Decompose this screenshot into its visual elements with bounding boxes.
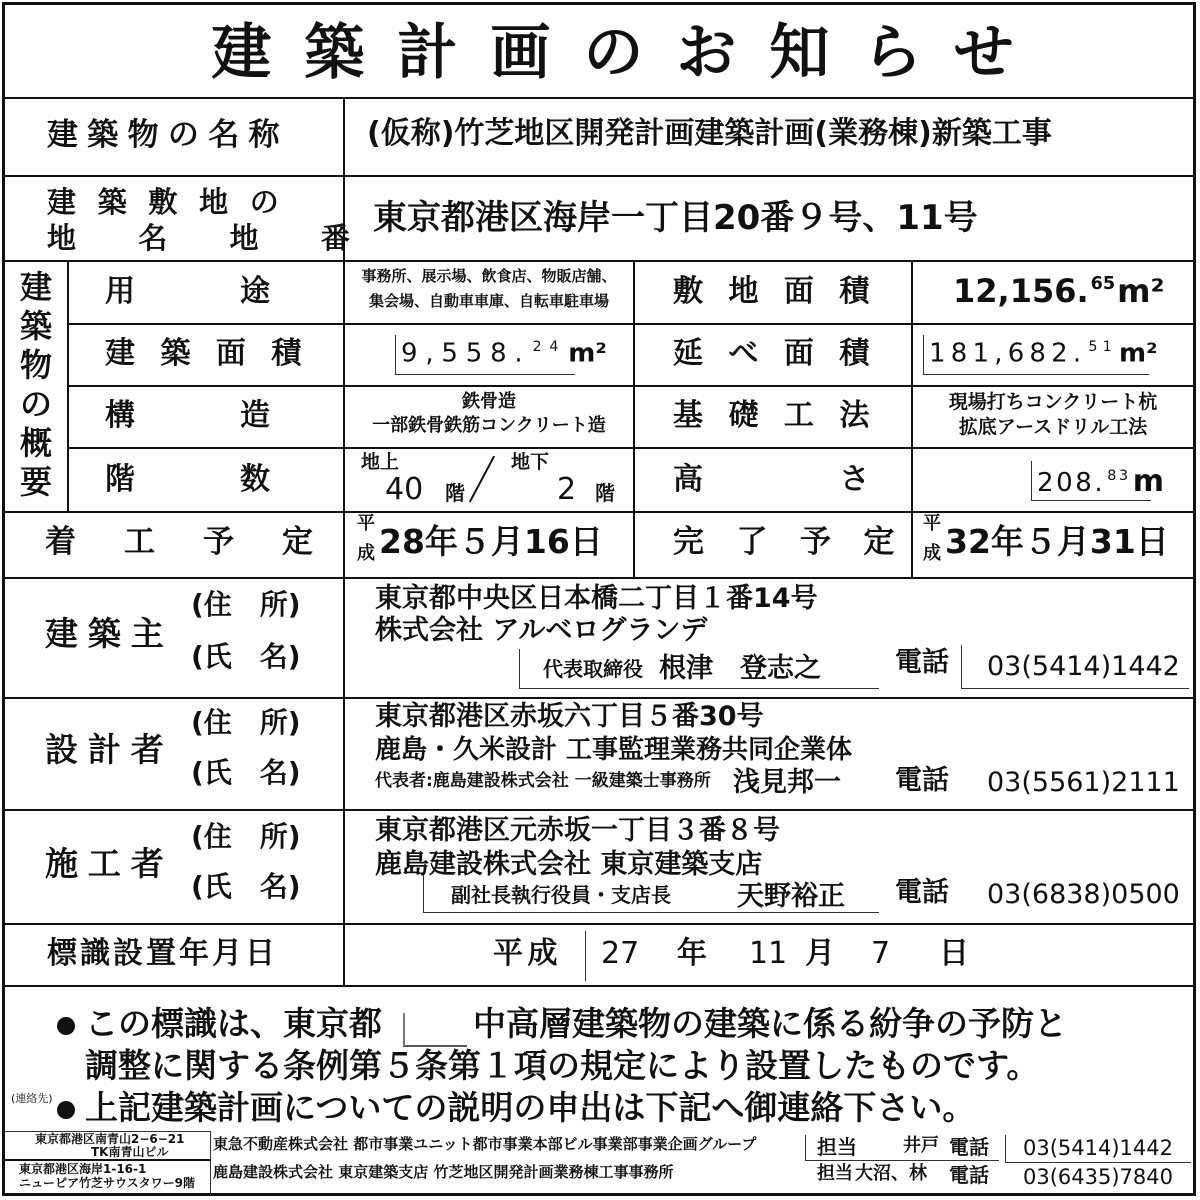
completion-era-top: 平: [923, 513, 941, 534]
contact1-address-line2: TK南青山ビル: [91, 1145, 169, 1159]
height-label: 高 さ: [673, 462, 895, 497]
note-line3: 上記建築計画についての説明の申出は下記へ御連絡下さい。: [85, 1088, 976, 1127]
start-era-top: 平: [357, 513, 375, 534]
floor-area-label: 延 べ 面 積: [673, 336, 877, 371]
foundation-label: 基 礎 工 法: [673, 398, 877, 433]
contractor-rep-title: 副社長執行役員・支店長: [451, 883, 671, 907]
floors-below-value: 2: [557, 472, 577, 507]
note-line2: 調整に関する条例第５条第１項の規定により設置したものです。: [85, 1046, 1040, 1085]
structure-value-line2: 一部鉄骨鉄筋コンクリート造: [372, 415, 606, 436]
posted-year-unit: 年: [677, 936, 707, 971]
building-area-value: 9,558. $^{24}$m²: [401, 338, 607, 369]
contact1-org: 東急不動産株式会社 都市事業ユニット都市事業本部ビル事業部事業企画グループ: [213, 1135, 757, 1153]
use-value-line1: 事務所、展示場、飲食店、物販店舗、: [361, 267, 617, 285]
floors-label: 階 数: [105, 462, 285, 497]
posted-month-unit: 月: [805, 936, 835, 971]
owner-tel-label: 電話: [895, 647, 949, 678]
owner-rep-title: 代表取締役: [543, 657, 643, 681]
site-area-value: 12,156. $^{65}$m²: [953, 272, 1165, 310]
note-bullet-icon: [57, 1017, 75, 1035]
posted-year: 27: [601, 936, 640, 971]
contractor-name-label: (氏 名): [191, 870, 301, 903]
posted-label: 標識設置年月日: [47, 936, 278, 971]
owner-addr-label: (住 所): [191, 588, 301, 621]
posted-day: 7: [871, 936, 891, 971]
page-title: 建築計画のお知らせ: [211, 18, 1047, 88]
building-area-label: 建 築 面 積: [105, 336, 309, 371]
designer-address: 東京都港区赤坂六丁目５番30号: [375, 701, 764, 732]
designer-rep-name: 浅見邦一: [733, 767, 841, 798]
contractor-rep-name: 天野裕正: [737, 881, 845, 912]
designer-rep-title: 代表者:鹿島建設株式会社 一級建築士事務所: [375, 771, 711, 791]
structure-value-line1: 鉄骨造: [462, 391, 516, 412]
contact2-tel-label: 電話: [949, 1163, 989, 1187]
floors-below-label: 地下: [511, 451, 550, 473]
start-era-bottom: 成: [357, 543, 375, 564]
note-blank-mark: [403, 1013, 405, 1046]
floors-above-value: 40: [385, 472, 424, 507]
owner-name-label: (氏 名): [191, 640, 301, 673]
building-name-label: 建築物の名称: [47, 117, 289, 153]
contact1-person-label: 担当: [817, 1135, 857, 1159]
overview-side-label: 建 築 物 の 概 要: [19, 268, 52, 501]
foundation-value-line2: 拡底アースドリル工法: [958, 416, 1148, 438]
use-label: 用 途: [105, 274, 285, 309]
completion-date: 32年５月31日: [945, 522, 1169, 561]
contractor-tel: 03(6838)0500: [987, 879, 1180, 910]
notice-board: [2, 2, 1196, 1196]
note-line1b: 中高層建築物の建築に係る紛争の予防と: [473, 1004, 1067, 1043]
use-value-line2: 集会場、自動車車庫、自転車駐車場: [368, 292, 609, 310]
posted-month: 11: [749, 936, 788, 971]
note-line1a: この標識は、東京都: [85, 1004, 382, 1043]
contact2-address-line2: ニューピア竹芝サウスタワー9階: [19, 1176, 195, 1190]
foundation-value-line1: 現場打ちコンクリート杭: [948, 391, 1158, 413]
height-value: 208. $^{83}$m: [1037, 464, 1164, 499]
posted-day-unit: 日: [939, 936, 969, 971]
start-label: 着 工 予 定: [45, 524, 332, 560]
owner-tel: 03(5414)1442: [987, 651, 1180, 682]
contact1-tel: 03(5414)1442: [1023, 1136, 1173, 1160]
site-area-label: 敷 地 面 積: [673, 274, 877, 309]
note-bullet2-icon: [57, 1101, 75, 1119]
designer-tel-label: 電話: [895, 765, 949, 796]
contractor-label: 施工者: [45, 844, 174, 883]
floors-above-label: 地上: [361, 451, 400, 473]
designer-name-label: (氏 名): [191, 756, 301, 789]
floors-below-unit: 階: [595, 481, 615, 505]
owner-company: 株式会社 アルベログランデ: [375, 615, 708, 646]
floors-slash: [469, 456, 495, 503]
floors-above-unit: 階: [445, 481, 465, 505]
floor-area-value: 181,682. $^{51}$m²: [929, 338, 1158, 369]
contact2-person: 大沼、林: [855, 1163, 927, 1184]
structure-label: 構 造: [105, 398, 285, 433]
contact-tag: (連絡先): [11, 1092, 53, 1105]
designer-addr-label: (住 所): [191, 706, 301, 739]
posted-era: 平成: [493, 936, 562, 971]
contact1-person: 井戸: [903, 1135, 939, 1156]
start-date: 28年５月16日: [379, 522, 603, 561]
contact2-person-label: 担当: [817, 1163, 853, 1184]
contractor-addr-label: (住 所): [191, 820, 301, 853]
contact2-tel: 03(6435)7840: [1023, 1165, 1173, 1189]
contact1-address-line1: 東京都港区南青山2−6−21: [35, 1132, 185, 1146]
completion-label: 完 了 予 定: [673, 524, 906, 560]
contractor-address: 東京都港区元赤坂一丁目３番８号: [375, 815, 780, 846]
contact2-address-line1: 東京都港区海岸1-16-1: [19, 1162, 147, 1176]
owner-label: 建築主: [45, 614, 174, 653]
contractor-tel-label: 電話: [895, 877, 949, 908]
contact1-tel-label: 電話: [949, 1135, 989, 1159]
site-address-label-line2: 地 名 地 番: [47, 221, 376, 255]
designer-tel: 03(5561)2111: [987, 767, 1180, 798]
owner-rep-name: 根津 登志之: [659, 653, 821, 684]
building-name-value: (仮称)竹芝地区開発計画建築計画(業務棟)新築工事: [367, 116, 1052, 151]
designer-label: 設計者: [45, 730, 174, 769]
site-address-value: 東京都港区海岸一丁目20番９号、11号: [373, 198, 978, 238]
site-address-label-line1: 建 築 敷 地 の: [47, 185, 285, 219]
completion-era-bottom: 成: [923, 543, 941, 564]
contact2-org: 鹿島建設株式会社 東京建築支店 竹芝地区開発計画業務棟工事事務所: [213, 1163, 674, 1181]
designer-company: 鹿島・久米設計 工事監理業務共同企業体: [375, 735, 853, 765]
owner-address: 東京都中央区日本橋二丁目１番14号: [375, 583, 818, 614]
contractor-company: 鹿島建設株式会社 東京建築支店: [375, 849, 763, 880]
